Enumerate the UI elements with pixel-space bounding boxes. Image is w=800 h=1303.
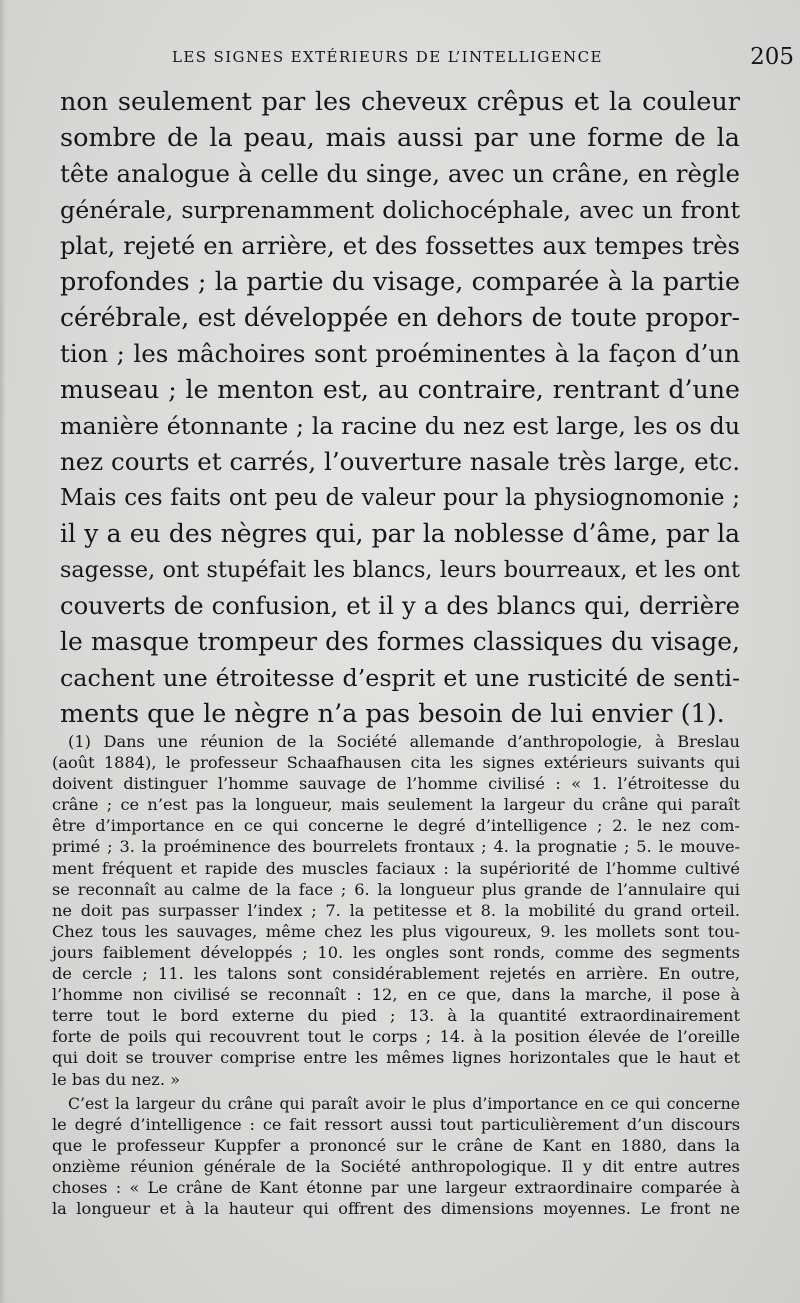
footnotes xyxy=(52,731,740,1219)
text-line: sombre de la peau, mais aussi par une forme de la xyxy=(60,123,740,153)
page-number: 205 xyxy=(750,44,794,70)
text-line: profondes ; la partie du visage, comparée à la partie xyxy=(60,267,740,297)
footnote-line: (août 1884), le professeur Schaafhausen cita les signes extérieurs suivants qui xyxy=(52,753,740,773)
text-line: sagesse, ont stupéfait les blancs, leurs bourreaux, et les ont xyxy=(60,557,740,583)
footnote-line: être d’importance en ce qui concerne le degré d’intelligence ; 2. le nez com- xyxy=(52,816,740,836)
text-line: plat, rejeté en arrière, et des fossettes aux tempes très xyxy=(60,231,740,260)
running-title: LES SIGNES EXTÉRIEURS DE L’INTELLIGENCE xyxy=(172,48,603,66)
text-line: nez courts et carrés, l’ouverture nasale très large, etc. xyxy=(60,447,740,476)
footnote-line: la longueur et à la hauteur qui offrent des dimensions moyennes. Le front ne xyxy=(52,1199,740,1219)
footnote-line: le bas du nez. » xyxy=(52,1069,181,1089)
footnote-line: crâne ; ce n’est pas la longueur, mais seulement la largeur du crâne qui paraît xyxy=(52,795,740,815)
footnote-line: (1) Dans une réunion de la Société allemande d’anthropologie, à Breslau xyxy=(68,732,740,751)
footnote-line: onzième réunion générale de la Société anthropologique. Il y dit entre autres xyxy=(52,1156,740,1176)
text-line: le masque trompeur des formes classiques du visage, xyxy=(60,627,740,656)
text-line: tête analogue à celle du singe, avec un crâne, en règle xyxy=(60,159,740,188)
footnote-line: C’est la largeur du crâne qui paraît avoir le plus d’importance en ce qui concerne xyxy=(68,1093,740,1113)
footnote-line: jours faiblement développés ; 10. les ongles sont ronds, comme des segments xyxy=(52,942,740,962)
text-line: cérébrale, est développée en dehors de toute propor- xyxy=(60,303,740,332)
footnote-line: qui doit se trouver comprise entre les mêmes lignes horizontales que le haut et xyxy=(52,1048,740,1068)
footnote-line: le degré d’intelligence : ce fait ressort aussi tout particulièrement d’un discours xyxy=(52,1114,740,1134)
page-header xyxy=(60,46,800,76)
text-line: tion ; les mâchoires sont proéminentes à la façon d’un xyxy=(60,339,740,368)
text-line: museau ; le menton est, au contraire, rentrant d’une xyxy=(60,375,740,404)
footnote-line: Chez tous les sauvages, même chez les plus vigoureux, 9. les mollets sont tou- xyxy=(52,921,740,941)
footnote-line: que le professeur Kuppfer a prononcé sur le crâne de Kant en 1880, dans la xyxy=(52,1135,740,1155)
footnote-line: terre tout le bord externe du pied ; 13. à la quantité extraordinairement xyxy=(52,1006,740,1026)
text-line: couverts de confusion, et il y a des blancs qui, derrière xyxy=(60,591,740,620)
footnote-line: se reconnaît au calme de la face ; 6. la longueur plus grande de l’annulaire qui xyxy=(52,879,740,899)
text-line: non seulement par les cheveux crêpus et la couleur xyxy=(60,87,740,117)
text-line: ments que le nègre n’a pas besoin de lui envier (1). xyxy=(60,699,725,729)
footnote-line: doivent distinguer l’homme sauvage de l’homme civilisé : « 1. l’étroitesse du xyxy=(52,774,740,794)
text-line: cachent une étroitesse d’esprit et une rusticité de senti- xyxy=(60,664,740,692)
main-text xyxy=(60,84,740,732)
text-line: il y a eu des nègres qui, par la noblesse d’âme, par la xyxy=(60,519,740,548)
footnote-line: de cercle ; 11. les talons sont considérablement rejetés en arrière. En outre, xyxy=(52,964,740,984)
footnote-continuation xyxy=(52,1093,740,1220)
footnote-line: forte de poils qui recouvrent tout le corps ; 14. à la position élevée de l’oreille xyxy=(52,1027,740,1047)
footnote-line: l’homme non civilisé se reconnaît : 12, en ce que, dans la marche, il pose à xyxy=(52,985,740,1005)
text-line: manière étonnante ; la racine du nez est large, les os du xyxy=(60,412,740,440)
footnote-line: ne doit pas surpasser l’index ; 7. la petitesse et 8. la mobilité du grand orteil. xyxy=(52,900,740,920)
footnote-line: choses : « Le crâne de Kant étonne par une largeur extraordinaire comparée à xyxy=(52,1177,740,1197)
footnote-line: ment fréquent et rapide des muscles faciaux : la supériorité de l’homme cultivé xyxy=(52,858,740,878)
footnote-line: primé ; 3. la proéminence des bourrelets frontaux ; 4. la prognatie ; 5. le mouve- xyxy=(52,837,740,857)
text-line: Mais ces faits ont peu de valeur pour la physiognomonie ; xyxy=(60,485,740,511)
footnote-1 xyxy=(52,731,740,1090)
text-line: générale, surprenamment dolichocéphale, avec un front xyxy=(60,196,740,224)
